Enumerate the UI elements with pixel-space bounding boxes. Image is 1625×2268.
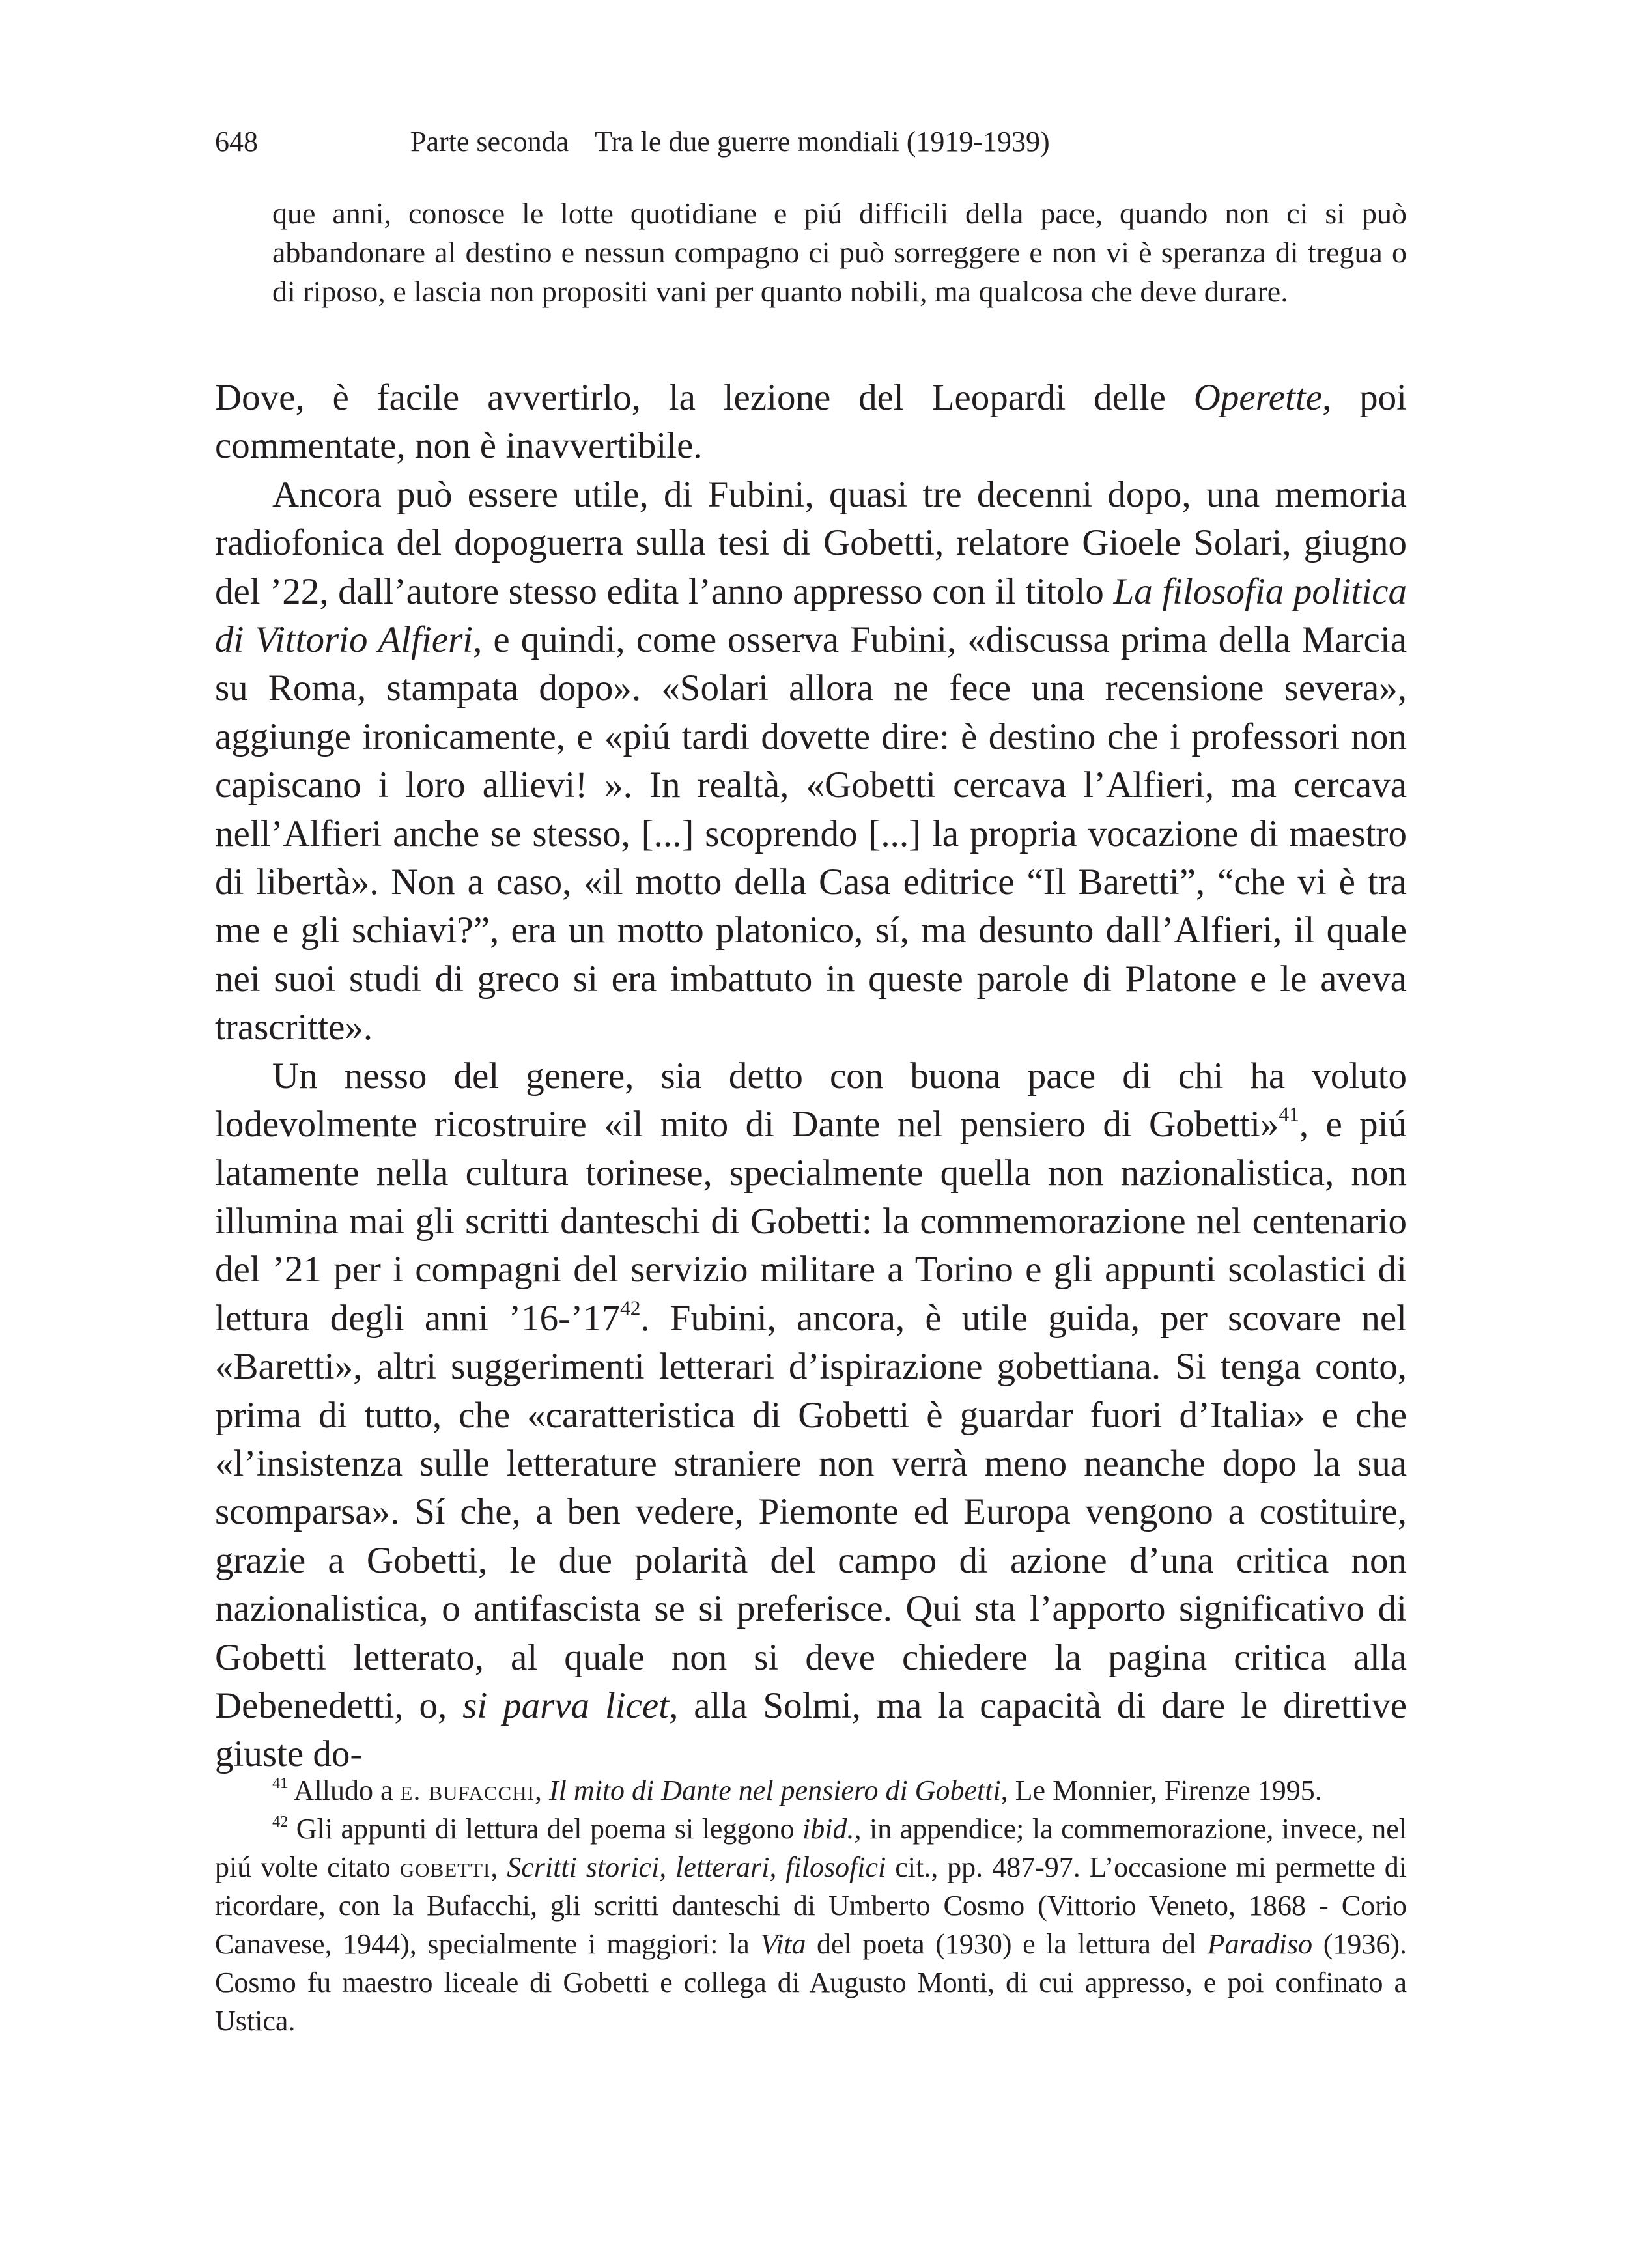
part-title: Parte seconda bbox=[410, 126, 569, 158]
paragraph: Dove, è facile avvertirlo, la lezione del Leopardi delle Operette, poi commentate, non è inavvertibile. bbox=[215, 377, 1407, 467]
page-number: 648 bbox=[215, 126, 258, 158]
running-head bbox=[215, 122, 1407, 161]
footnote-42: $^{42}$ Gli appunti di lettura del poema si leggono ibid., in appendice; la commemorazione, invece, nel piú volte citato gobetti, Scritti storici, letterari, filosofici cit., pp. 487-97. L’occasione mi permette di ricordare, con la Bufacchi, gli scritti danteschi di Umberto Cosmo (Vittorio Veneto, 1868 - Corio Canavese, 1944), specialmente i maggiori: la Vita del poeta (1930) e la lettura del Paradiso (1936). Cosmo fu maestro liceale di Gobetti e collega di Augusto Monti, di cui appresso, e poi confinato a Ustica. bbox=[215, 1812, 1407, 2037]
italic-title: Scritti storici, letterari, filosofici bbox=[507, 1851, 886, 1883]
block-quote: que anni, conosce le lotte quotidiane e piú difficili della pace, quando non ci si può abbandonare al destino e nessun compagno ci può sorreggere e non vi è speranza di tregua o di riposo, e lascia non propositi vani per quanto nobili, ma qualcosa che deve durare. bbox=[272, 197, 1407, 308]
paragraph: Un nesso del genere, sia detto con buona pace di chi ha voluto lodevolmente ricostruire «il mito di Dante nel pensiero di Gobetti»$^{41}$, e piú latamente nella cultura torinese, specialmente quella non nazionalistica, non illumina mai gli scritti danteschi di Gobetti: la commemorazione nel centenario del ’21 per i compagni del servizio militare a Torino e gli appunti scolastici di lettura degli anni $’16-’17^{42}$. Fubini, ancora, è utile guida, per scovare nel «Baretti», altri suggerimenti letterari d’ispirazione gobettiana. Si tenga conto, prima di tutto, che «caratteristica di Gobetti è guardar fuori d’Italia» e che «l’insistenza sulle letterature straniere non verrà meno neanche dopo la sua scomparsa». Sí che, a ben vedere, Piemonte ed Europa vengono a costituire, grazie a Gobetti, le due polarità del campo di azione d’una critica non nazionalistica, o antifascista se si preferisce. Qui sta l’apporto significativo di Gobetti letterato, al quale non si deve chiedere la pagina critica alla Debenedetti, o, si parva licet, alla Solmi, ma la capacità di dare le direttive giuste do- bbox=[215, 1055, 1407, 1775]
paragraph: Ancora può essere utile, di Fubini, quasi tre decenni dopo, una memoria radiofonica del dopoguerra sulla tesi di Gobetti, relatore Gioele Solari, giugno del ’22, dall’autore stesso edita l’anno appresso con il titolo La filosofia politica di Vittorio Alfieri, e quindi, come osserva Fubini, «discussa prima della Marcia su Roma, stampata dopo». «Solari allora ne fece una recensione severa», aggiunge ironicamente, e «piú tardi dovette dire: è destino che i professori non capiscano i loro allievi! ». In realtà, «Gobetti cercava l’Alfieri, ma cercava nell’Alfieri anche se stesso, [...] scoprendo [...] la propria vocazione di maestro di libertà». Non a caso, «il motto della Casa editrice “Il Baretti”, “che vi è tra me e gli schiavi?”, era un motto platonico, sí, ma desunto dall’Alfieri, il quale nei suoi studi di greco si era imbattuto in queste parole di Platone e le aveva trascritte». bbox=[215, 473, 1407, 1048]
footnote-number: 41 bbox=[272, 1774, 289, 1792]
italic-title: La filosofia politica di Vittorio Alfieri bbox=[215, 570, 1407, 661]
footnote-ref[interactable]: 41 bbox=[1279, 1102, 1299, 1126]
author-name: e. bufacchi bbox=[400, 1774, 535, 1806]
italic-title: Il mito di Dante nel pensiero di Gobetti bbox=[548, 1774, 1001, 1806]
footnote-ref[interactable]: 42 bbox=[620, 1296, 641, 1320]
section-title: Tra le due guerre mondiali (1919-1939) bbox=[595, 126, 1050, 158]
footnotes bbox=[215, 1771, 1407, 2040]
italic-phrase: si parva licet bbox=[462, 1685, 670, 1726]
body-text bbox=[215, 374, 1407, 1779]
footnote-number: 42 bbox=[272, 1812, 289, 1830]
italic-title: Operette bbox=[1193, 377, 1323, 418]
author-name: gobetti bbox=[399, 1851, 491, 1883]
footnote-41: $^{41}$ Alludo a e. bufacchi, Il mito di Dante nel pensiero di Gobetti, Le Monnier, Firenze 1995. bbox=[272, 1774, 1322, 1806]
